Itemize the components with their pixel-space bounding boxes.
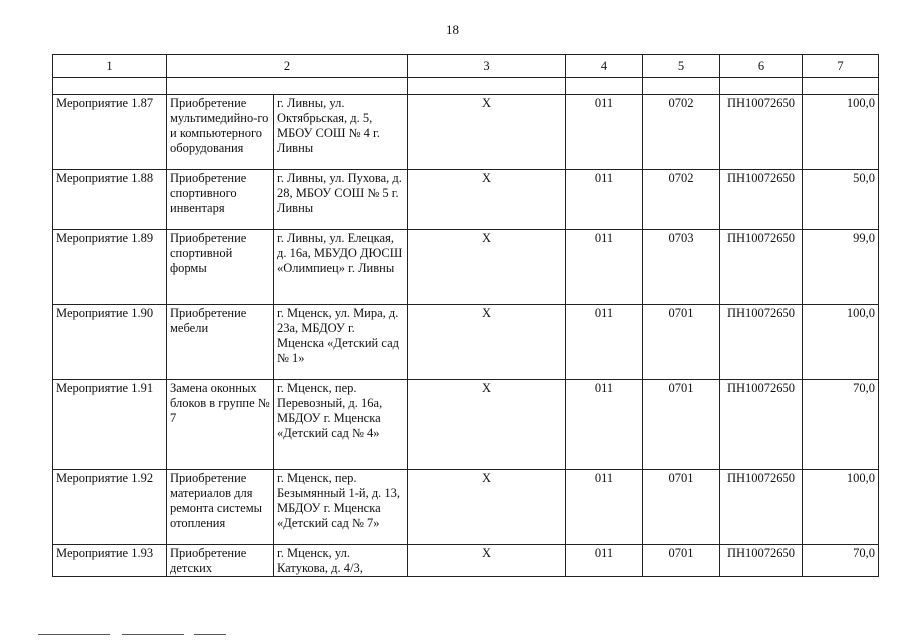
address-cell: г. Мценск, пер. Перевозный, д. 16а, МБДОУ г. Мценска «Детский сад № 4» bbox=[274, 380, 408, 470]
code3-cell: ПН10072650 bbox=[720, 95, 803, 170]
event-cell: Мероприятие 1.93 bbox=[53, 545, 167, 577]
code2-cell: 0701 bbox=[643, 545, 720, 577]
code2-cell: 0702 bbox=[643, 170, 720, 230]
code3-cell: ПН10072650 bbox=[720, 470, 803, 545]
footer-rule bbox=[122, 634, 184, 635]
code1-cell: 011 bbox=[566, 170, 643, 230]
table-row bbox=[53, 470, 879, 545]
footer-rule-marks bbox=[38, 634, 228, 635]
code1-cell: 011 bbox=[566, 545, 643, 577]
header-cell-2: 2 bbox=[167, 55, 408, 78]
code1-cell: 011 bbox=[566, 305, 643, 380]
table-header-row bbox=[53, 55, 879, 78]
description-cell: Приобретение детских bbox=[167, 545, 274, 577]
address-cell: г. Ливны, ул. Пухова, д. 28, МБОУ СОШ № 5 г. Ливны bbox=[274, 170, 408, 230]
table-row bbox=[53, 380, 879, 470]
description-cell: Приобретение мебели bbox=[167, 305, 274, 380]
table-row bbox=[53, 305, 879, 380]
event-cell: Мероприятие 1.91 bbox=[53, 380, 167, 470]
code2-cell: 0701 bbox=[643, 380, 720, 470]
code3-cell: ПН10072650 bbox=[720, 380, 803, 470]
code1-cell: 011 bbox=[566, 470, 643, 545]
amount-cell: 99,0 bbox=[803, 230, 879, 305]
mark-cell: X bbox=[408, 305, 566, 380]
budget-table bbox=[52, 54, 879, 577]
address-cell: г. Мценск, ул. Мира, д. 23а, МБДОУ г. Мценска «Детский сад № 1» bbox=[274, 305, 408, 380]
address-cell: г. Мценск, ул. Катукова, д. 4/3, bbox=[274, 545, 408, 577]
code1-cell: 011 bbox=[566, 230, 643, 305]
amount-cell: 50,0 bbox=[803, 170, 879, 230]
mark-cell: X bbox=[408, 470, 566, 545]
address-cell: г. Ливны, ул. Елецкая, д. 16а, МБУДО ДЮСШ «Олимпиец» г. Ливны bbox=[274, 230, 408, 305]
code3-cell: ПН10072650 bbox=[720, 545, 803, 577]
header-cell-3: 3 bbox=[408, 55, 566, 78]
code2-cell: 0701 bbox=[643, 305, 720, 380]
header-cell-1: 1 bbox=[53, 55, 167, 78]
code2-cell: 0703 bbox=[643, 230, 720, 305]
mark-cell: X bbox=[408, 95, 566, 170]
event-cell: Мероприятие 1.88 bbox=[53, 170, 167, 230]
address-cell: г. Мценск, пер. Безымянный 1-й, д. 13, МБДОУ г. Мценска «Детский сад № 7» bbox=[274, 470, 408, 545]
table-spacer-row bbox=[53, 78, 879, 95]
amount-cell: 100,0 bbox=[803, 95, 879, 170]
table-row bbox=[53, 170, 879, 230]
footer-rule bbox=[194, 634, 226, 635]
description-cell: Приобретение спортивного инвентаря bbox=[167, 170, 274, 230]
description-cell: Замена оконных блоков в группе № 7 bbox=[167, 380, 274, 470]
description-cell: Приобретение материалов для ремонта системы отопления bbox=[167, 470, 274, 545]
code2-cell: 0701 bbox=[643, 470, 720, 545]
header-cell-6: 6 bbox=[720, 55, 803, 78]
header-cell-7: 7 bbox=[803, 55, 879, 78]
mark-cell: X bbox=[408, 230, 566, 305]
mark-cell: X bbox=[408, 545, 566, 577]
code3-cell: ПН10072650 bbox=[720, 230, 803, 305]
code3-cell: ПН10072650 bbox=[720, 170, 803, 230]
mark-cell: X bbox=[408, 170, 566, 230]
amount-cell: 100,0 bbox=[803, 470, 879, 545]
code1-cell: 011 bbox=[566, 380, 643, 470]
mark-cell: X bbox=[408, 380, 566, 470]
address-cell: г. Ливны, ул. Октябрьская, д. 5, МБОУ СОШ № 4 г. Ливны bbox=[274, 95, 408, 170]
event-cell: Мероприятие 1.92 bbox=[53, 470, 167, 545]
description-cell: Приобретение спортивной формы bbox=[167, 230, 274, 305]
table-row bbox=[53, 230, 879, 305]
header-cell-4: 4 bbox=[566, 55, 643, 78]
header-cell-5: 5 bbox=[643, 55, 720, 78]
amount-cell: 100,0 bbox=[803, 305, 879, 380]
code1-cell: 011 bbox=[566, 95, 643, 170]
page-number: 18 bbox=[446, 22, 459, 37]
amount-cell: 70,0 bbox=[803, 545, 879, 577]
description-cell: Приобретение мультимедийно-го и компьютерного оборудования bbox=[167, 95, 274, 170]
event-cell: Мероприятие 1.89 bbox=[53, 230, 167, 305]
footer-rule bbox=[38, 634, 110, 635]
amount-cell: 70,0 bbox=[803, 380, 879, 470]
event-cell: Мероприятие 1.90 bbox=[53, 305, 167, 380]
table-row bbox=[53, 95, 879, 170]
event-cell: Мероприятие 1.87 bbox=[53, 95, 167, 170]
code2-cell: 0702 bbox=[643, 95, 720, 170]
table-row bbox=[53, 545, 879, 577]
code3-cell: ПН10072650 bbox=[720, 305, 803, 380]
